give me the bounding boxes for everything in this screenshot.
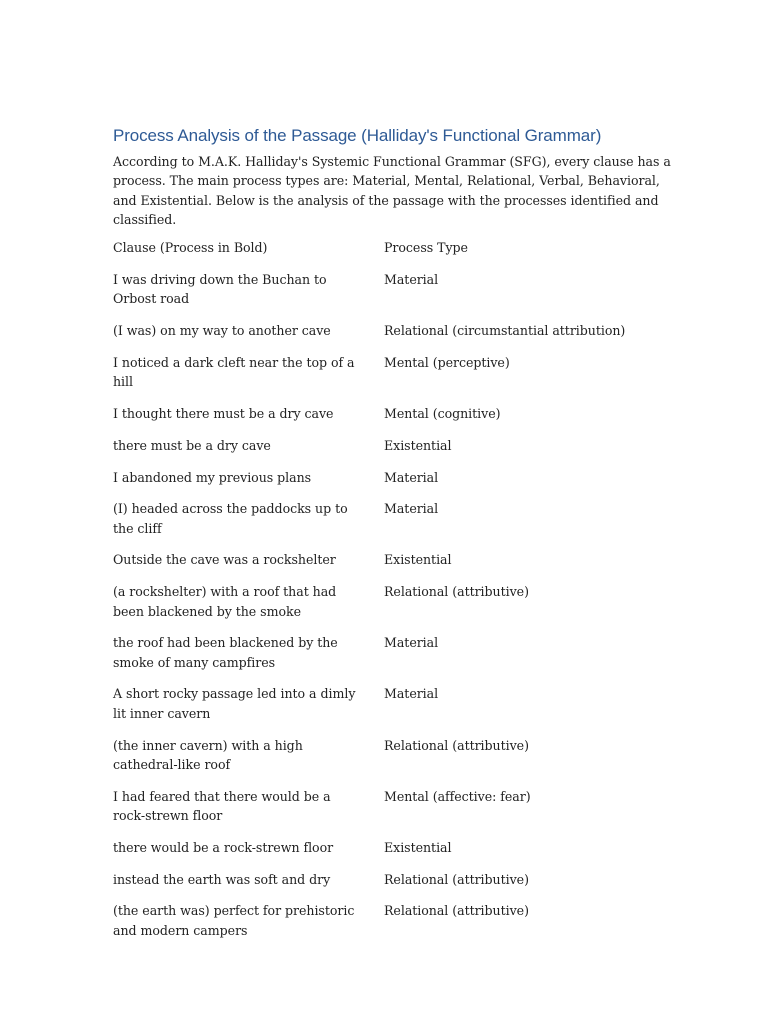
clause-cell: I abandoned my previous plans [113, 469, 312, 485]
clause-cell: (a rockshelter) with a roof that had been blackened by the smoke [113, 584, 337, 619]
process-type-cell: Material [384, 469, 439, 485]
process-type-cell: Material [384, 271, 439, 287]
process-type-cell: Material [384, 635, 439, 651]
clause-cell: A short rocky passage led into a dimly lit inner cavern [113, 686, 356, 721]
process-type-cell: Material [384, 686, 439, 702]
clause-cell: Outside the cave was a rockshelter [113, 552, 336, 568]
process-type-cell: Existential [384, 437, 452, 453]
clause-cell: I was driving down the Buchan to Orbost road [113, 271, 327, 307]
table-row [113, 353, 673, 404]
process-type-cell: Mental (affective: fear) [384, 788, 531, 804]
document-title: Process Analysis of the Passage (Halliday's Functional Grammar) [113, 126, 602, 145]
clause-cell: I noticed a dark cleft near the top of a hill [113, 354, 355, 390]
process-type-cell: Existential [384, 839, 452, 855]
table-row [113, 870, 673, 902]
process-type-cell: Relational (circumstantial attribution) [384, 323, 626, 339]
column-header-clause: Clause (Process in Bold) [113, 240, 268, 256]
intro-paragraph: According to M.A.K. Halliday's Systemic Functional Grammar (SFG), every clause has a process. The main process types are: Material, Mental, Relational, Verbal, Behavioral, and Existential. Below is the analysis of the passage with the processes identified and classified. [113, 154, 671, 227]
table-row [113, 550, 673, 582]
process-type-cell: Mental (cognitive) [384, 405, 501, 421]
table-row [113, 838, 673, 870]
clause-cell: (I) headed across the paddocks up to the cliff [113, 501, 348, 536]
table-header-row [113, 238, 673, 270]
table-row [113, 321, 673, 353]
table-row [113, 787, 673, 838]
clause-cell: (the earth was) perfect for prehistoric and modern campers [113, 903, 355, 938]
table-row [113, 468, 673, 500]
table-row [113, 404, 673, 436]
clause-cell: I thought there must be a dry cave [113, 405, 334, 421]
table-row [113, 499, 673, 550]
clause-cell: there would be a rock-strewn floor [113, 839, 334, 855]
clause-cell: (the inner cavern) with a high cathedral-like roof [113, 737, 303, 772]
process-type-cell: Mental (perceptive) [384, 354, 510, 370]
table-row [113, 736, 673, 787]
table-row [113, 270, 673, 321]
table-row [113, 901, 673, 952]
clause-cell: there must be a dry cave [113, 437, 271, 453]
clause-cell: (I was) on my way to another cave [113, 323, 331, 339]
document-page [113, 124, 673, 952]
process-analysis-table [113, 238, 673, 952]
clause-cell: instead the earth was soft and dry [113, 871, 331, 887]
clause-cell: I had feared that there would be a rock-strewn floor [113, 788, 331, 823]
table-row [113, 582, 673, 633]
column-header-process-type: Process Type [384, 240, 468, 256]
process-type-cell: Relational (attributive) [384, 871, 529, 887]
table-row [113, 633, 673, 684]
process-type-cell: Relational (attributive) [384, 903, 529, 919]
process-type-cell: Existential [384, 552, 452, 568]
table-row [113, 684, 673, 735]
table-row [113, 436, 673, 468]
process-type-cell: Material [384, 501, 439, 517]
process-type-cell: Relational (attributive) [384, 737, 529, 753]
clause-cell: the roof had been blackened by the smoke of many campfires [113, 635, 338, 670]
process-type-cell: Relational (attributive) [384, 584, 529, 600]
